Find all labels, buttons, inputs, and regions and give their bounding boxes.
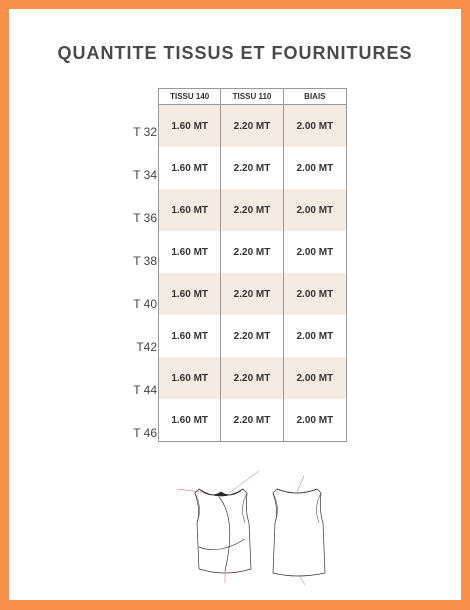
column-header-tissu-110: TISSU 110: [221, 89, 283, 105]
size-label: T42: [136, 340, 157, 354]
table-header-row: [159, 89, 347, 105]
table-cell: 2.00 MT: [283, 231, 346, 273]
table-cell: 2.20 MT: [221, 315, 283, 357]
size-label: T 36: [133, 211, 157, 225]
size-label: T 34: [133, 168, 157, 182]
table-row: [159, 189, 347, 231]
column-header-biais: BIAIS: [283, 89, 346, 105]
garment-technical-drawing: [159, 459, 359, 589]
table-cell: 2.00 MT: [283, 357, 346, 399]
size-labels: [117, 111, 157, 455]
table-cell: 1.60 MT: [159, 231, 221, 273]
table-cell: 2.00 MT: [283, 399, 346, 442]
front-view-drawing: [195, 489, 251, 573]
table-row: [159, 231, 347, 273]
table-cell: 2.20 MT: [221, 147, 283, 189]
size-label: T 44: [133, 383, 157, 397]
table-cell: 1.60 MT: [159, 105, 221, 148]
size-label: T 40: [133, 297, 157, 311]
table-cell: 2.00 MT: [283, 147, 346, 189]
table-cell: 2.20 MT: [221, 231, 283, 273]
fabric-quantity-table: [158, 88, 347, 442]
page: [9, 9, 461, 600]
table-row: [159, 273, 347, 315]
table-cell: 2.00 MT: [283, 105, 346, 148]
table-row: [159, 399, 347, 442]
table-cell: 2.20 MT: [221, 189, 283, 231]
table-cell: 2.20 MT: [221, 105, 283, 148]
table-row: [159, 315, 347, 357]
table-cell: 1.60 MT: [159, 147, 221, 189]
table-cell: 1.60 MT: [159, 273, 221, 315]
size-label: T 38: [133, 254, 157, 268]
size-label: T 46: [133, 426, 157, 440]
table-cell: 1.60 MT: [159, 189, 221, 231]
column-header-tissu-140: TISSU 140: [159, 89, 221, 105]
table-cell: 2.00 MT: [283, 189, 346, 231]
table-cell: 1.60 MT: [159, 315, 221, 357]
table-cell: 2.20 MT: [221, 273, 283, 315]
table-cell: 2.20 MT: [221, 357, 283, 399]
table-row: [159, 105, 347, 148]
table-cell: 2.00 MT: [283, 273, 346, 315]
size-label: T 32: [133, 125, 157, 139]
table-cell: 2.20 MT: [221, 399, 283, 442]
table-row: [159, 357, 347, 399]
back-view-drawing: [273, 489, 325, 576]
page-title: QUANTITE TISSUS ET FOURNITURES: [57, 43, 413, 63]
table-cell: 2.00 MT: [283, 315, 346, 357]
table-row: [159, 147, 347, 189]
table-cell: 1.60 MT: [159, 357, 221, 399]
table-cell: 1.60 MT: [159, 399, 221, 442]
